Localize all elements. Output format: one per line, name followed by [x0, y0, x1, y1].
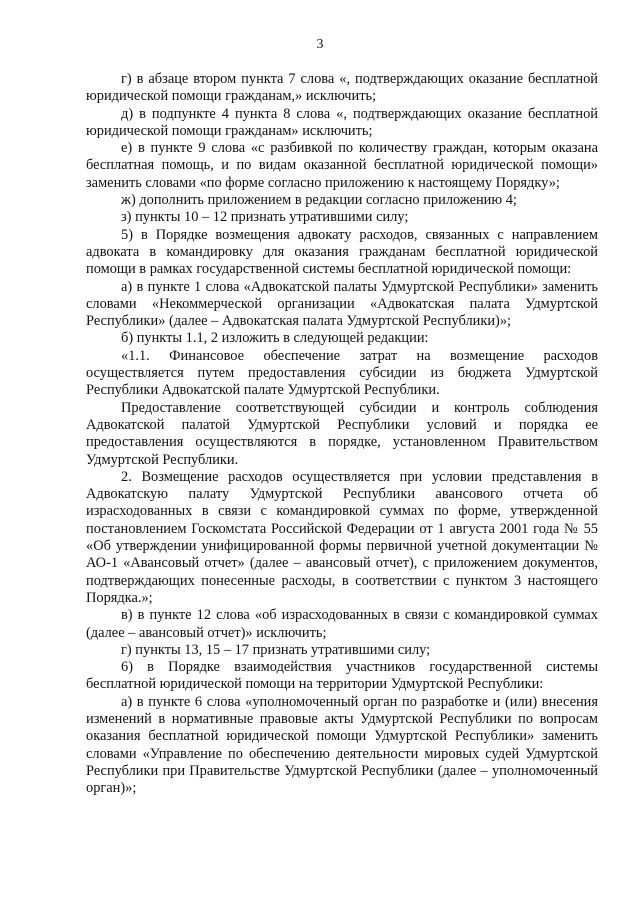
paragraph-subsidy-control: Предоставление соответствующей субсидии и контроль соблюдения Адвокатской палатой Удмуртской Республики условий и порядка ее предоставления осуществляются в порядке, установленном Правительством Удмуртской Республики. — [86, 399, 598, 468]
paragraph-g-items13-17: г) пункты 13, 15 – 17 признать утратившими силу; — [121, 641, 431, 658]
paragraph-a-item6: а) в пункте 6 слова «уполномоченный орган по разработке и (или) внесения изменений в нормативные правовые акты Удмуртской Республики по вопросам оказания бесплатной юридической помощи Удмуртской Республики» заменить словами «Управление по обеспечению деятельности мировых судей Удмуртской Республики при Правительстве Удмуртской Республики (далее – уполномоченный орган)»; — [86, 693, 598, 797]
document-body — [86, 71, 598, 797]
paragraph-e-item9: е) в пункте 9 слова «с разбивкой по количеству граждан, которым оказана бесплатная помощь, и по видам оказанной бесплатной юридической помощи» заменить словами «по форме согласно приложению к настоящему Порядку»; — [86, 140, 598, 191]
page-number: 3 — [316, 37, 324, 52]
paragraph-g-item7: г) в абзаце втором пункта 7 слова «, подтверждающих оказание бесплатной юридической помощи гражданам,» исключить; — [86, 71, 598, 105]
paragraph-a-item1: а) в пункте 1 слова «Адвокатской палаты Удмуртской Республики» заменить словами «Некоммерческой организации «Адвокатская палата Удмуртской Республики» (далее – Адвокатская палата Удмуртской Республики)»; — [86, 278, 598, 330]
paragraph-6-interaction-procedure: 6) в Порядке взаимодействия участников государственной системы бесплатной юридической помощи на территории Удмуртской Республики: — [86, 659, 598, 693]
paragraph-v-item12: в) в пункте 12 слова «об израсходованных в связи с командировкой суммах (далее – авансовый отчет)» исключить; — [86, 607, 598, 641]
paragraph-b-items1-1-2: б) пункты 1.1, 2 изложить в следующей редакции: — [121, 330, 429, 347]
paragraph-z-items10-12: з) пункты 10 – 12 признать утратившими силу; — [121, 209, 409, 226]
paragraph-5-expenses-procedure: 5) в Порядке возмещения адвокату расходов, связанных с направлением адвоката в командировку для оказания гражданам бесплатной юридической помощи в рамках государственной системы бесплатной юридической помощи: — [86, 226, 598, 278]
paragraph-1-1-financing: «1.1. Финансовое обеспечение затрат на возмещение расходов осуществляется путем предоставления субсидии из бюджета Удмуртской Республики Адвокатской палате Удмуртской Республики. — [86, 347, 598, 399]
paragraph-d-item8: д) в подпункте 4 пункта 8 слова «, подтверждающих оказание бесплатной юридической помощи гражданам» исключить; — [86, 105, 598, 139]
paragraph-2-reimbursement: 2. Возмещение расходов осуществляется при условии представления в Адвокатскую палату Удмуртской Республики авансового отчета об израсходованных в связи с командировкой суммах по форме, утвержденной постановлением Госкомстата Российской Федерации от 1 августа 2001 года № 55 «Об утверждении унифицированной формы первичной учетной документации № АО-1 «Авансовый отчет» (далее – авансовый отчет), с приложением документов, подтверждающих понесенные расходы, в соответствии с пунктом 3 настоящего Порядка.»; — [86, 468, 598, 606]
paragraph-zh-appendix: ж) дополнить приложением в редакции согласно приложению 4; — [121, 192, 517, 209]
